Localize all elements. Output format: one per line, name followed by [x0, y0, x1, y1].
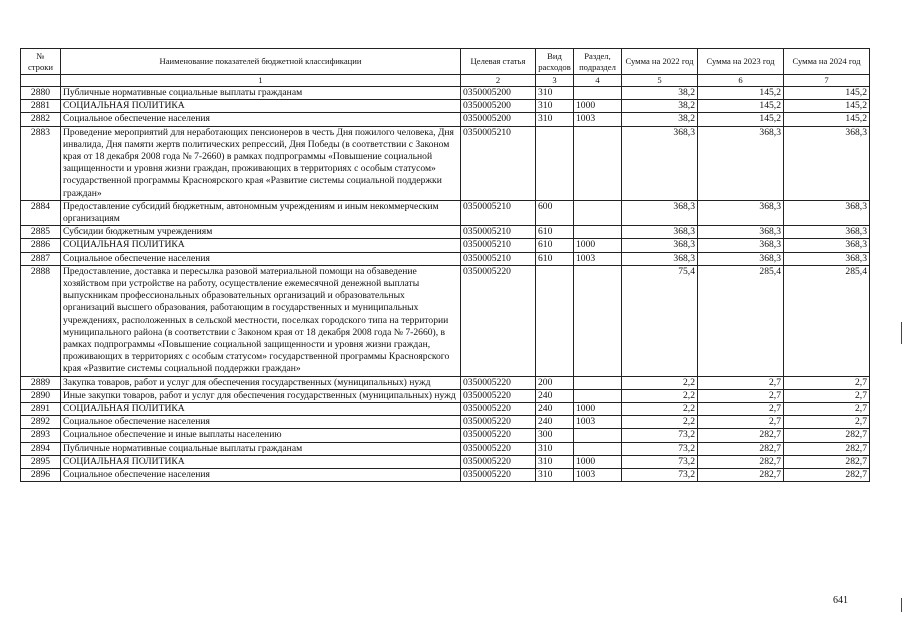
cell-type: 310: [536, 113, 574, 126]
cell-sum-2024: 282,7: [784, 442, 870, 455]
cell-section: [574, 126, 622, 200]
header-target: Целевая статья: [461, 49, 536, 75]
cell-sum-2024: 285,4: [784, 265, 870, 376]
cell-section: [574, 442, 622, 455]
cell-target: 0350005220: [461, 416, 536, 429]
cell-sum-2023: 145,2: [698, 100, 784, 113]
cell-sum-2024: 282,7: [784, 429, 870, 442]
cell-row-no: 2880: [21, 87, 61, 100]
cell-row-no: 2882: [21, 113, 61, 126]
cell-row-no: 2884: [21, 200, 61, 225]
cell-sum-2024: 2,7: [784, 389, 870, 402]
cell-name: Публичные нормативные социальные выплаты гражданам: [61, 442, 461, 455]
column-index: 4: [574, 75, 622, 87]
cell-type: [536, 265, 574, 376]
cell-section: [574, 87, 622, 100]
cell-sum-2024: 368,3: [784, 239, 870, 252]
cell-sum-2022: 2,2: [622, 416, 698, 429]
cell-sum-2023: 285,4: [698, 265, 784, 376]
table-body: [21, 87, 870, 482]
cell-sum-2022: 73,2: [622, 429, 698, 442]
cell-name: Публичные нормативные социальные выплаты гражданам: [61, 87, 461, 100]
cell-row-no: 2883: [21, 126, 61, 200]
cell-row-no: 2885: [21, 226, 61, 239]
cell-sum-2024: 2,7: [784, 403, 870, 416]
cell-name: Предоставление, доставка и пересылка разовой материальной помощи на обзаведение хозяйством при устройстве на работу, осуществление ежемесячной денежной выплаты выпускникам профессиональных образовательных организаций и образовательных организаций высшего образования, работающим в государственных и муниципальных учреждениях, расположенных в сельской местности, поселках городского типа на территории муниципального района (в соответствии с Законом края от 18 декабря 2008 года № 7-2660), в рамках подпрограммы «Повышение социальной защищенности и уровня жизни граждан, проживающих в территориях с особым статусом» государственной программы Красноярского края «Развитие системы социальной поддержки граждан»: [61, 265, 461, 376]
cell-name: Социальное обеспечение и иные выплаты населению: [61, 429, 461, 442]
cell-target: 0350005220: [461, 429, 536, 442]
cell-target: 0350005220: [461, 455, 536, 468]
cell-section: 1000: [574, 239, 622, 252]
table-row: [21, 265, 870, 376]
cell-sum-2022: 73,2: [622, 455, 698, 468]
cell-row-no: 2894: [21, 442, 61, 455]
cell-target: 0350005220: [461, 376, 536, 389]
cell-sum-2024: 145,2: [784, 100, 870, 113]
cell-target: 0350005200: [461, 87, 536, 100]
margin-mark: [901, 598, 902, 612]
cell-sum-2024: 368,3: [784, 252, 870, 265]
cell-sum-2022: 2,2: [622, 403, 698, 416]
cell-sum-2023: 282,7: [698, 442, 784, 455]
cell-section: 1000: [574, 100, 622, 113]
table-row: [21, 442, 870, 455]
cell-sum-2022: 75,4: [622, 265, 698, 376]
header-sum-2024: Сумма на 2024 год: [784, 49, 870, 75]
cell-name: Проведение мероприятий для неработающих пенсионеров в честь Дня пожилого человека, Дня инвалида, Дня памяти жертв политических репрессий, Дня Победы (в соответствии с Законом края от 18 декабря 2008 года № 7-2660) в рамках подпрограммы «Повышение социальной защищенности и уровня жизни граждан, проживающих в территориях с особым статусом» государственной программы Красноярского края «Развитие системы социальной поддержки граждан»: [61, 126, 461, 200]
cell-row-no: 2889: [21, 376, 61, 389]
cell-section: [574, 200, 622, 225]
cell-sum-2023: 2,7: [698, 403, 784, 416]
cell-row-no: 2886: [21, 239, 61, 252]
cell-name: Социальное обеспечение населения: [61, 416, 461, 429]
cell-row-no: 2888: [21, 265, 61, 376]
table-row: [21, 113, 870, 126]
cell-name: Иные закупки товаров, работ и услуг для обеспечения государственных (муниципальных) нужд: [61, 389, 461, 402]
cell-type: 300: [536, 429, 574, 442]
cell-row-no: 2896: [21, 469, 61, 482]
cell-section: [574, 226, 622, 239]
cell-name: Субсидии бюджетным учреждениям: [61, 226, 461, 239]
column-index: 6: [698, 75, 784, 87]
cell-type: [536, 126, 574, 200]
cell-target: 0350005210: [461, 200, 536, 225]
cell-sum-2022: 2,2: [622, 389, 698, 402]
cell-type: 600: [536, 200, 574, 225]
cell-sum-2022: 368,3: [622, 252, 698, 265]
cell-type: 240: [536, 403, 574, 416]
cell-sum-2023: 368,3: [698, 226, 784, 239]
cell-sum-2024: 145,2: [784, 87, 870, 100]
cell-type: 610: [536, 239, 574, 252]
cell-sum-2022: 368,3: [622, 239, 698, 252]
cell-sum-2024: 368,3: [784, 126, 870, 200]
cell-sum-2024: 282,7: [784, 469, 870, 482]
cell-section: 1003: [574, 113, 622, 126]
cell-section: 1000: [574, 455, 622, 468]
cell-type: 240: [536, 416, 574, 429]
cell-sum-2024: 368,3: [784, 200, 870, 225]
header-type: Вид расходов: [536, 49, 574, 75]
cell-sum-2024: 2,7: [784, 376, 870, 389]
header-name: Наименование показателей бюджетной классификации: [61, 49, 461, 75]
cell-name: Предоставление субсидий бюджетным, автономным учреждениям и иным некоммерческим организациям: [61, 200, 461, 225]
cell-name: Закупка товаров, работ и услуг для обеспечения государственных (муниципальных) нужд: [61, 376, 461, 389]
cell-section: 1000: [574, 403, 622, 416]
cell-sum-2023: 282,7: [698, 469, 784, 482]
cell-sum-2024: 2,7: [784, 416, 870, 429]
column-index: 2: [461, 75, 536, 87]
cell-sum-2023: 282,7: [698, 455, 784, 468]
cell-target: 0350005220: [461, 265, 536, 376]
cell-name: СОЦИАЛЬНАЯ ПОЛИТИКА: [61, 403, 461, 416]
table-row: [21, 469, 870, 482]
column-index: 5: [622, 75, 698, 87]
cell-target: 0350005210: [461, 226, 536, 239]
cell-type: 310: [536, 87, 574, 100]
column-index: [21, 75, 61, 87]
cell-sum-2022: 368,3: [622, 200, 698, 225]
page-number: 641: [833, 595, 848, 606]
table-row: [21, 429, 870, 442]
cell-sum-2022: 73,2: [622, 442, 698, 455]
cell-section: [574, 389, 622, 402]
cell-target: 0350005200: [461, 113, 536, 126]
cell-sum-2024: 368,3: [784, 226, 870, 239]
cell-type: 310: [536, 455, 574, 468]
cell-sum-2023: 368,3: [698, 239, 784, 252]
cell-sum-2023: 145,2: [698, 87, 784, 100]
cell-section: [574, 376, 622, 389]
cell-sum-2023: 2,7: [698, 389, 784, 402]
table-row: [21, 455, 870, 468]
cell-section: [574, 429, 622, 442]
cell-row-no: 2887: [21, 252, 61, 265]
cell-sum-2023: 2,7: [698, 376, 784, 389]
cell-section: [574, 265, 622, 376]
cell-sum-2023: 368,3: [698, 126, 784, 200]
cell-name: СОЦИАЛЬНАЯ ПОЛИТИКА: [61, 100, 461, 113]
cell-row-no: 2892: [21, 416, 61, 429]
header-sum-2023: Сумма на 2023 год: [698, 49, 784, 75]
column-index: 3: [536, 75, 574, 87]
cell-target: 0350005210: [461, 239, 536, 252]
table-row: [21, 416, 870, 429]
cell-name: СОЦИАЛЬНАЯ ПОЛИТИКА: [61, 239, 461, 252]
cell-sum-2023: 368,3: [698, 200, 784, 225]
cell-sum-2022: 38,2: [622, 113, 698, 126]
margin-mark: [901, 322, 902, 344]
table-row: [21, 126, 870, 200]
header-section: Раздел, подраздел: [574, 49, 622, 75]
cell-sum-2024: 145,2: [784, 113, 870, 126]
cell-sum-2024: 282,7: [784, 455, 870, 468]
cell-type: 310: [536, 442, 574, 455]
table-row: [21, 252, 870, 265]
cell-target: 0350005200: [461, 100, 536, 113]
cell-name: Социальное обеспечение населения: [61, 469, 461, 482]
cell-sum-2022: 38,2: [622, 87, 698, 100]
cell-type: 610: [536, 252, 574, 265]
table-row: [21, 100, 870, 113]
cell-sum-2023: 368,3: [698, 252, 784, 265]
cell-target: 0350005210: [461, 126, 536, 200]
cell-target: 0350005220: [461, 442, 536, 455]
table-row: [21, 87, 870, 100]
header-row-no: № строки: [21, 49, 61, 75]
table-row: [21, 226, 870, 239]
budget-table: [20, 48, 870, 482]
column-index: 1: [61, 75, 461, 87]
column-index: 7: [784, 75, 870, 87]
column-index-row: [21, 75, 870, 87]
cell-sum-2022: 368,3: [622, 126, 698, 200]
cell-sum-2022: 2,2: [622, 376, 698, 389]
cell-section: 1003: [574, 469, 622, 482]
cell-sum-2023: 2,7: [698, 416, 784, 429]
cell-row-no: 2893: [21, 429, 61, 442]
cell-section: 1003: [574, 416, 622, 429]
cell-type: 610: [536, 226, 574, 239]
table-row: [21, 389, 870, 402]
cell-type: 240: [536, 389, 574, 402]
cell-sum-2023: 145,2: [698, 113, 784, 126]
table-header: [21, 49, 870, 87]
cell-target: 0350005210: [461, 252, 536, 265]
cell-target: 0350005220: [461, 389, 536, 402]
cell-sum-2022: 38,2: [622, 100, 698, 113]
table-row: [21, 403, 870, 416]
cell-type: 200: [536, 376, 574, 389]
cell-type: 310: [536, 469, 574, 482]
cell-row-no: 2891: [21, 403, 61, 416]
cell-name: Социальное обеспечение населения: [61, 252, 461, 265]
cell-name: Социальное обеспечение населения: [61, 113, 461, 126]
table-row: [21, 239, 870, 252]
cell-type: 310: [536, 100, 574, 113]
cell-row-no: 2890: [21, 389, 61, 402]
header-sum-2022: Сумма на 2022 год: [622, 49, 698, 75]
table-row: [21, 376, 870, 389]
cell-sum-2022: 73,2: [622, 469, 698, 482]
cell-name: СОЦИАЛЬНАЯ ПОЛИТИКА: [61, 455, 461, 468]
table-row: [21, 200, 870, 225]
cell-sum-2022: 368,3: [622, 226, 698, 239]
cell-sum-2023: 282,7: [698, 429, 784, 442]
cell-row-no: 2881: [21, 100, 61, 113]
cell-target: 0350005220: [461, 403, 536, 416]
cell-target: 0350005220: [461, 469, 536, 482]
cell-row-no: 2895: [21, 455, 61, 468]
cell-section: 1003: [574, 252, 622, 265]
